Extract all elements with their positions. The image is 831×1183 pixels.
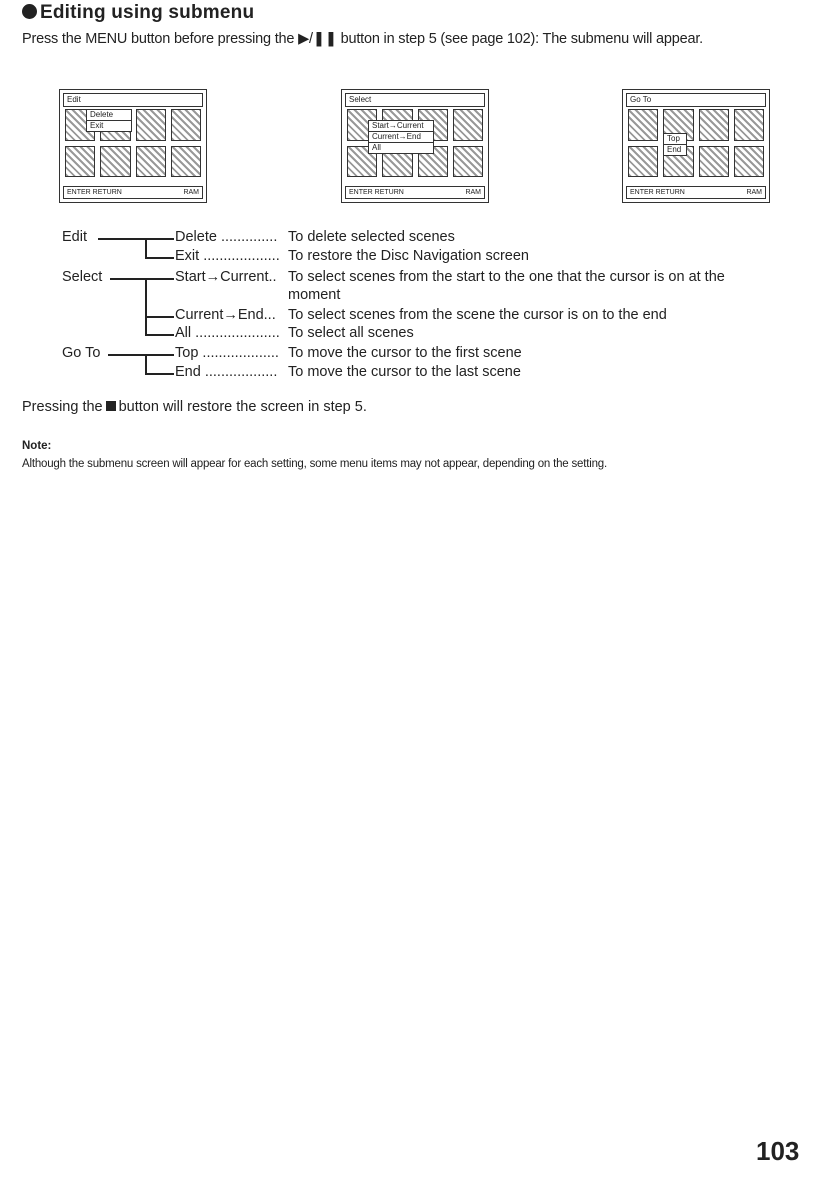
screen-title-bar: Select	[345, 93, 485, 107]
group-label-edit: Edit	[62, 229, 87, 245]
screen-footer: ENTER RETURN RAM	[345, 186, 485, 199]
group-label-select: Select	[62, 269, 103, 285]
page-title: Editing using submenu	[22, 2, 254, 24]
item-current-end: Current→End...	[175, 307, 276, 323]
item-start-current-desc-cont: moment	[288, 287, 341, 303]
item-all-desc: To select all scenes	[288, 325, 414, 341]
tree-connector	[145, 278, 147, 336]
item-exit-desc: To restore the Disc Navigation screen	[288, 248, 529, 264]
item-top: Top ...................	[175, 345, 279, 361]
submenu-item: All	[372, 143, 381, 152]
tree-connector	[145, 257, 174, 259]
item-current-end-desc: To select scenes from the scene the cursor is on to the end	[288, 307, 667, 323]
item-all: All .....................	[175, 325, 280, 341]
item-start-current-desc: To select scenes from the start to the one that the cursor is on at the	[288, 269, 725, 285]
tree-connector	[145, 316, 174, 318]
tree-connector	[145, 354, 147, 374]
tree-connector	[145, 373, 174, 375]
intro-text: Press the MENU button before pressing the ▶/❚❚ button in step 5 (see page 102): The submenu will appear.	[22, 31, 703, 47]
tree-connector	[145, 334, 174, 336]
screen-footer: ENTER RETURN RAM	[626, 186, 766, 199]
group-label-goto: Go To	[62, 345, 101, 361]
submenu-item: Current→End	[369, 132, 433, 143]
item-delete-desc: To delete selected scenes	[288, 229, 455, 245]
submenu-item: Top	[664, 134, 686, 145]
submenu-item: Exit	[90, 121, 104, 130]
item-top-desc: To move the cursor to the first scene	[288, 345, 522, 361]
tree-connector	[145, 238, 147, 258]
stop-icon	[106, 401, 116, 411]
item-end: End ..................	[175, 364, 278, 380]
note-heading: Note:	[22, 440, 52, 452]
screen-title-bar: Edit	[63, 93, 203, 107]
submenu-item: Start→Current	[369, 121, 433, 132]
item-end-desc: To move the cursor to the last scene	[288, 364, 521, 380]
tree-connector	[108, 354, 174, 356]
item-exit: Exit ...................	[175, 248, 280, 264]
item-delete: Delete ..............	[175, 229, 278, 245]
screen-footer: ENTER RETURN RAM	[63, 186, 203, 199]
page-number: 103	[756, 1136, 800, 1166]
submenu-item: Delete	[87, 110, 131, 121]
item-start-current: Start→Current..	[175, 269, 277, 285]
note-text: Although the submenu screen will appear for each setting, some menu items may not appear, depending on the setting.	[22, 458, 607, 470]
screen-title-bar: Go To	[626, 93, 766, 107]
submenu-tree	[0, 0, 831, 400]
submenu-item: End	[667, 145, 682, 154]
restore-text: Pressing the button will restore the screen in step 5.	[22, 399, 367, 415]
tree-connector	[98, 238, 174, 240]
tree-connector	[110, 278, 174, 280]
